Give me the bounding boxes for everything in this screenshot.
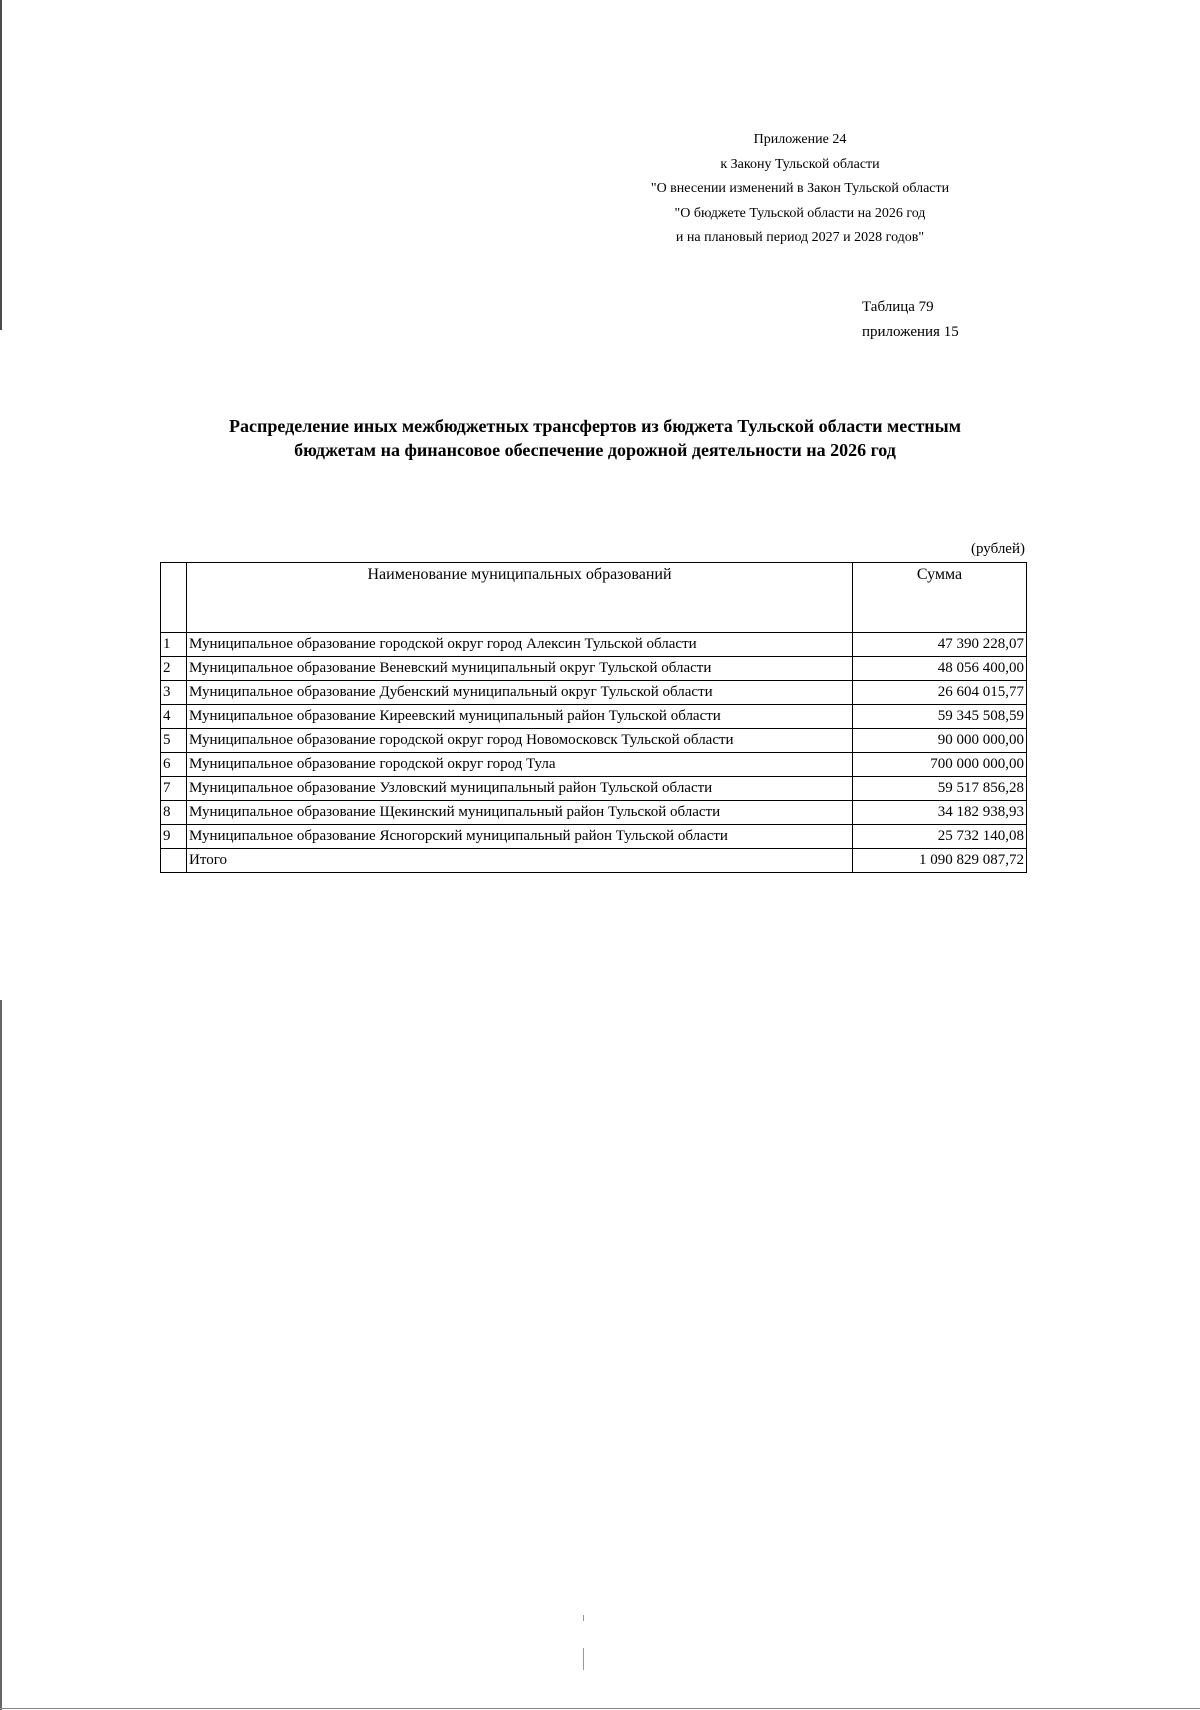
appendix-line: "О бюджете Тульской области на 2026 год [674, 205, 926, 221]
document-title [120, 414, 1070, 462]
scan-edge-mark [0, 0, 2, 330]
distribution-table [160, 562, 1027, 873]
row-name: Муниципальное образование Киреевский муниципальный район Тульской области [187, 705, 853, 729]
table-row [161, 753, 1027, 777]
row-sum: 25 732 140,08 [853, 825, 1027, 849]
units-label: (рублей) [970, 541, 1025, 557]
row-sum: 700 000 000,00 [853, 753, 1027, 777]
title-line: Распределение иных межбюджетных трансфертов из бюджета Тульской области местным [229, 416, 961, 436]
row-name: Муниципальное образование Узловский муниципальный район Тульской области [187, 777, 853, 801]
table-row [161, 825, 1027, 849]
row-sum: 59 345 508,59 [853, 705, 1027, 729]
appendix-line: к Закону Тульской области [720, 156, 880, 172]
row-number: 9 [161, 825, 187, 849]
appendix-line: и на плановый период 2027 и 2028 годов" [675, 230, 925, 245]
table-row [161, 633, 1027, 657]
table-number: Таблица 79 [862, 299, 934, 315]
row-sum: 34 182 938,93 [853, 801, 1027, 825]
scan-artifact [583, 1615, 584, 1621]
appendix-number: приложения 15 [862, 324, 959, 340]
table-row [161, 729, 1027, 753]
row-number: 8 [161, 801, 187, 825]
row-sum: 26 604 015,77 [853, 681, 1027, 705]
appendix-line: "О внесении изменений в Закон Тульской области [650, 181, 950, 196]
row-name: Муниципальное образование городской округ город Тула [187, 753, 853, 777]
row-number: 6 [161, 753, 187, 777]
scan-edge-mark [0, 1000, 2, 1710]
total-label: Итого [187, 849, 853, 873]
row-number: 1 [161, 633, 187, 657]
row-number: 7 [161, 777, 187, 801]
table-reference [862, 295, 959, 345]
table-row [161, 801, 1027, 825]
row-number: 4 [161, 705, 187, 729]
row-name: Муниципальное образование городской округ город Новомосковск Тульской области [187, 729, 853, 753]
table-row [161, 681, 1027, 705]
total-sum: 1 090 829 087,72 [853, 849, 1027, 873]
title-line: бюджетам на финансовое обеспечение дорожной деятельности на 2026 год [294, 440, 896, 460]
row-sum: 90 000 000,00 [853, 729, 1027, 753]
row-name: Муниципальное образование Щекинский муниципальный район Тульской области [187, 801, 853, 825]
row-name: Муниципальное образование Ясногорский муниципальный район Тульской области [187, 825, 853, 849]
row-sum: 47 390 228,07 [853, 633, 1027, 657]
row-sum: 59 517 856,28 [853, 777, 1027, 801]
header-name: Наименование муниципальных образований [187, 563, 853, 633]
table-row [161, 705, 1027, 729]
total-number [161, 849, 187, 873]
total-row [161, 849, 1027, 873]
row-number: 3 [161, 681, 187, 705]
appendix-header [600, 128, 1000, 251]
header-sum: Сумма [853, 563, 1027, 633]
row-sum: 48 056 400,00 [853, 657, 1027, 681]
row-number: 5 [161, 729, 187, 753]
scan-edge-line [0, 1708, 1200, 1709]
appendix-line: Приложение 24 [753, 132, 847, 147]
table-row [161, 657, 1027, 681]
row-name: Муниципальное образование городской округ город Алексин Тульской области [187, 633, 853, 657]
scan-artifact [583, 1648, 584, 1670]
row-name: Муниципальное образование Дубенский муниципальный округ Тульской области [187, 681, 853, 705]
row-number: 2 [161, 657, 187, 681]
table-row [161, 777, 1027, 801]
header-num [161, 563, 187, 633]
table-header-row [161, 563, 1027, 633]
row-name: Муниципальное образование Веневский муниципальный округ Тульской области [187, 657, 853, 681]
